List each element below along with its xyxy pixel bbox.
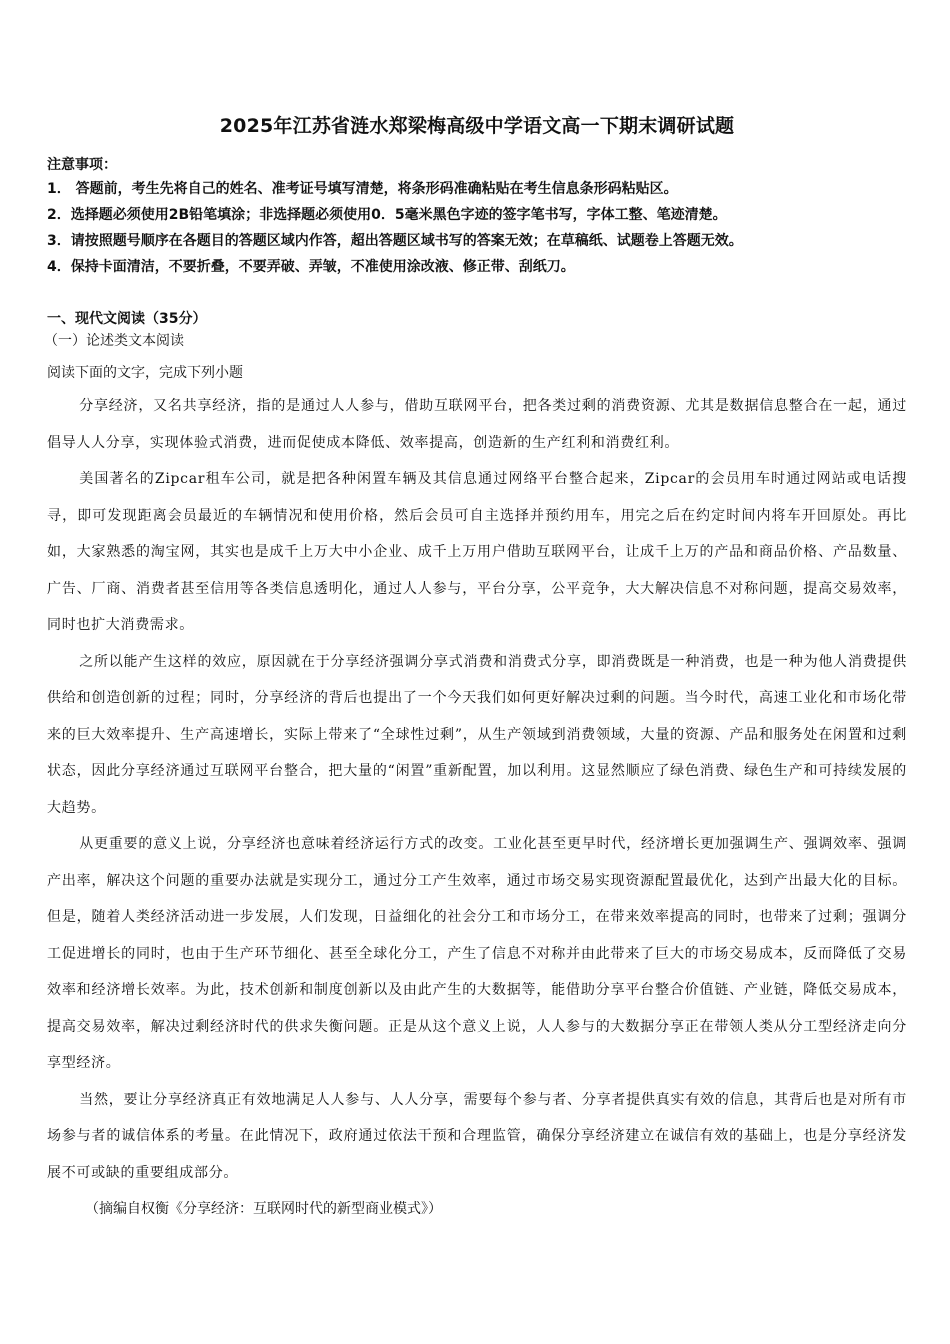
- notice-item-4: 4．保持卡面清洁，不要折叠，不要弄破、弄皱，不准使用涂改液、修正带、刮纸刀。: [47, 259, 575, 275]
- passage-paragraph-5: 当然，要让分享经济真正有效地满足人人参与、人人分享，需要每个参与者、分享者提供真实有效的信息，其背后也是对所有市场参与者的诚信体系的考量。在此情况下，政府通过依法干预和合理监管，确保分享经济建立在诚信有效的基础上，也是分享经济发展不可或缺的重要组成部分。: [47, 1091, 907, 1181]
- passage-source: （摘编自权衡《分享经济：互联网时代的新型商业模式》）: [85, 1201, 442, 1217]
- section-subheading: （一）论述类文本阅读: [44, 333, 184, 349]
- passage-paragraph-3: 之所以能产生这样的效应，原因就在于分享经济强调分享式消费和消费式分享，即消费既是一种消费，也是一种为他人消费提供供给和创造创新的过程；同时，分享经济的背后也提出了一个今天我们如何更好解决过剩的问题。当今时代，高速工业化和市场化带来的巨大效率提升、生产高速增长，实际上带来了“全球性过剩”，从生产领域到消费领域，大量的资源、产品和服务处在闲置和过剩状态，因此分享经济通过互联网平台整合，把大量的“闲置”重新配置，加以利用。这显然顺应了绿色消费、绿色生产和可持续发展的大趋势。: [47, 653, 907, 816]
- notice-item-1: 1． 答题前，考生先将自己的姓名、准考证号填写清楚，将条形码准确粘贴在考生信息条形码粘贴区。: [47, 181, 678, 197]
- notice-item-3: 3．请按照题号顺序在各题目的答题区域内作答，超出答题区域书写的答案无效；在草稿纸、试题卷上答题无效。: [47, 233, 743, 249]
- passage-paragraph-4: 从更重要的意义上说，分享经济也意味着经济运行方式的改变。工业化甚至更早时代，经济增长更加强调生产、强调效率、强调产出率，解决这个问题的重要办法就是实现分工，通过分工产生效率，通过市场交易实现资源配置最优化，达到产出最大化的目标。但是，随着人类经济活动进一步发展，人们发现，日益细化的社会分工和市场分工，在带来效率提高的同时，也带来了过剩；强调分工促进增长的同时，也由于生产环节细化、甚至全球化分工，产生了信息不对称并由此带来了巨大的市场交易成本，反而降低了交易效率和经济增长效率。为此，技术创新和制度创新以及由此产生的大数据等，能借助分享平台整合价值链、产业链，降低交易成本，提高交易效率，解决过剩经济时代的供求失衡问题。正是从这个意义上说，人人参与的大数据分享正在带领人类从分工型经济走向分享型经济。: [47, 836, 907, 1071]
- notice-heading: 注意事项：: [47, 157, 117, 173]
- section-heading: 一、现代文阅读（35分）: [47, 311, 207, 327]
- reading-instruction: 阅读下面的文字，完成下列小题: [47, 365, 243, 381]
- passage-paragraph-1: 分享经济，又名共享经济，指的是通过人人参与，借助互联网平台，把各类过剩的消费资源、尤其是数据信息整合在一起，通过倡导人人分享，实现体验式消费，进而促使成本降低、效率提高，创造新的生产红利和消费红利。: [47, 398, 907, 451]
- exam-page: [44, 112, 907, 1227]
- notice-item-2: 2．选择题必须使用2B铅笔填涂；非选择题必须使用0．5毫米黑色字迹的签字笔书写，字体工整、笔迹清楚。: [47, 207, 727, 223]
- notice-block: [47, 154, 907, 280]
- exam-title: 2025年江苏省涟水郑梁梅高级中学语文高一下期末调研试题: [219, 115, 735, 137]
- passage-paragraph-2: 美国著名的Zipcar租车公司，就是把各种闲置车辆及其信息通过网络平台整合起来，Zipcar的会员用车时通过网站或电话搜寻，即可发现距离会员最近的车辆情况和使用价格，然后会员可自主选择并预约用车，用完之后在约定时间内将车开回原处。再比如，大家熟悉的淘宝网，其实也是成千上万大中小企业、成千上万用户借助互联网平台，让成千上万的产品和商品价格、产品数量、广告、厂商、消费者甚至信用等各类信息透明化，通过人人参与，平台分享，公平竞争，大大解决信息不对称问题，提高交易效率，同时也扩大消费需求。: [47, 471, 907, 633]
- reading-section: [44, 308, 907, 1227]
